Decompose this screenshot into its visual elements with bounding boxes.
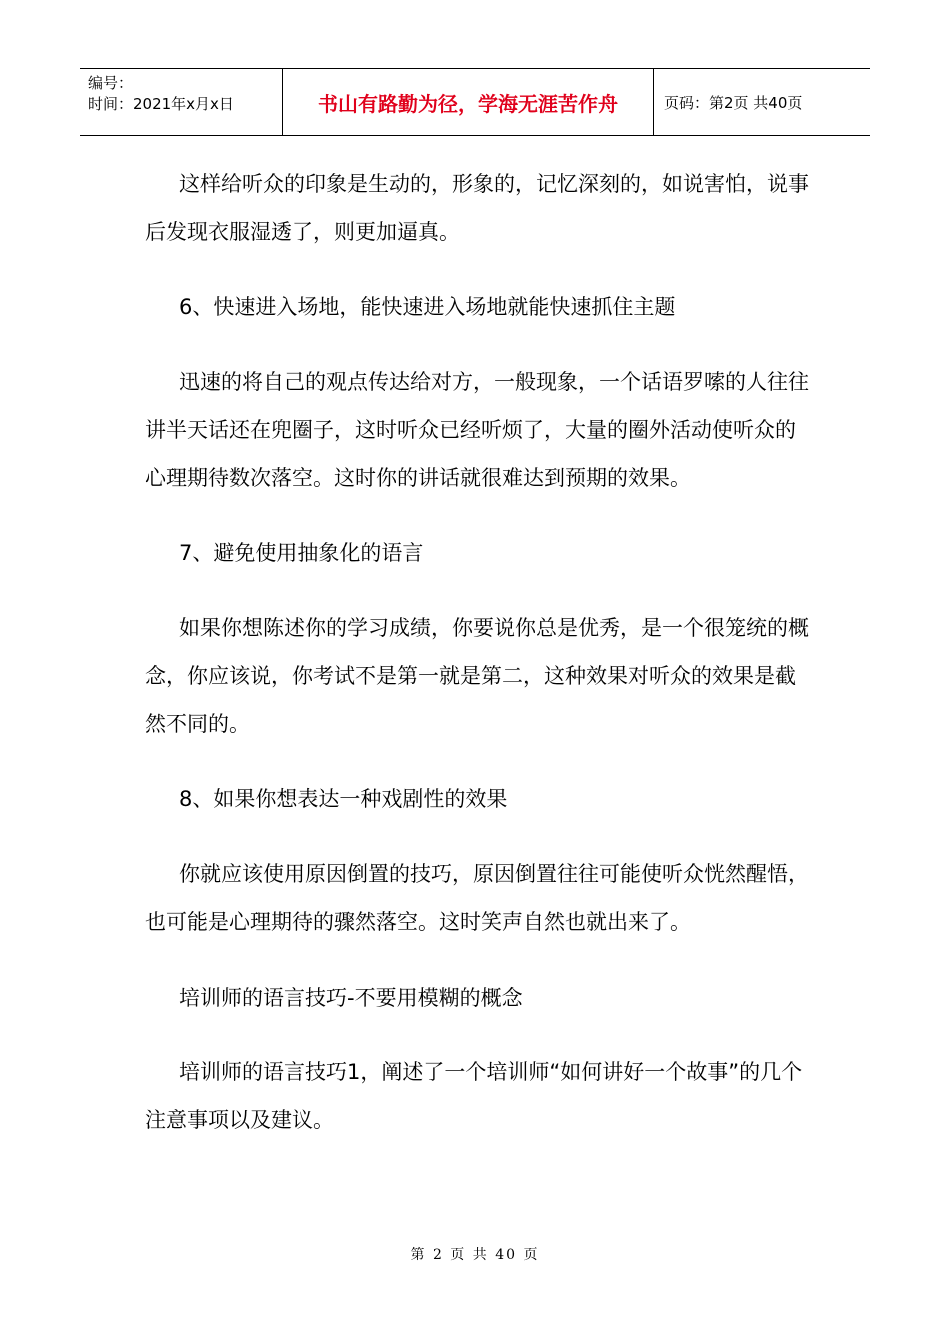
section-heading: 7、避免使用抽象化的语言 [179, 541, 424, 565]
body-paragraph: 这样给听众的印象是生动的，形象的，记忆深刻的，如说害怕，说事后发现衣服湿透了，则更加逼真。 [145, 172, 809, 244]
header-meta [80, 69, 282, 135]
body-paragraph: 你就应该使用原因倒置的技巧，原因倒置往往可能使听众恍然醒悟，也可能是心理期待的骤然落空。这时笑声自然也就出来了。 [145, 862, 809, 934]
body-paragraph: 迅速的将自己的观点传达给对方，一般现象，一个话语罗嗦的人往往讲半天话还在兜圈子，这时听众已经听烦了，大量的圈外活动使听众的心理期待数次落空。这时你的讲话就很难达到预期的效果。 [145, 370, 809, 490]
section-heading: 8、如果你想表达一种戏剧性的效果 [179, 787, 508, 811]
document-number-label: 编号： [88, 74, 134, 92]
header-motto: 书山有路勤为径，学海无涯苦作舟 [282, 69, 654, 135]
document-date: 时间：2021年x月x日 [88, 95, 234, 113]
page-header [80, 68, 870, 136]
section-heading: 6、快速进入场地，能快速进入场地就能快速抓住主题 [179, 295, 676, 319]
body-paragraph: 培训师的语言技巧1，阐述了一个培训师“如何讲好一个故事”的几个注意事项以及建议。 [145, 1060, 803, 1132]
body-paragraph: 如果你想陈述你的学习成绩，你要说你总是优秀，是一个很笼统的概念，你应该说，你考试不是第一就是第二，这种效果对听众的效果是截然不同的。 [145, 616, 809, 736]
section-heading: 培训师的语言技巧-不要用模糊的概念 [179, 986, 523, 1010]
page-footer: 第 2 页 共 40 页 [410, 1247, 540, 1263]
header-page-info: 页码：第2页 共40页 [664, 93, 803, 112]
